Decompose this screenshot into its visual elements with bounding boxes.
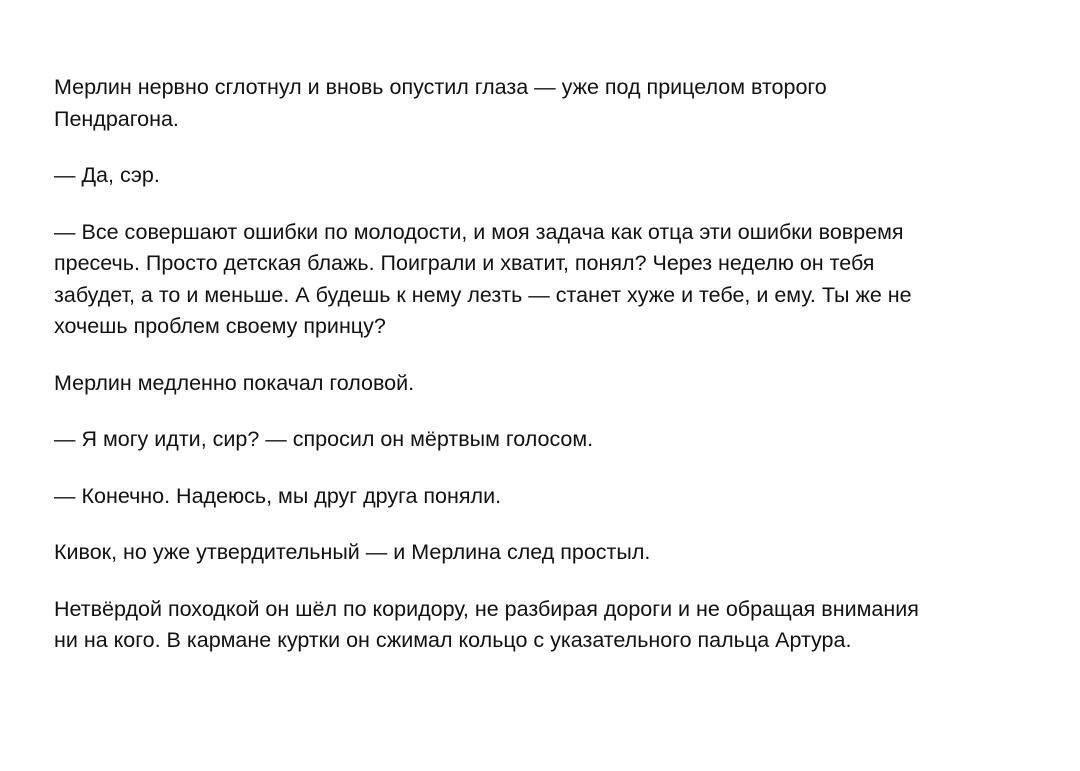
paragraph-7: Кивок, но уже утвердительный — и Мерлина след простыл. <box>54 540 651 564</box>
story-text <box>54 72 1054 682</box>
paragraph-3: — Все совершают ошибки по молодости, и моя задача как отца эти ошибки вовремя пресечь. Просто детская блажь. Поиграли и хватит, понял? Через неделю он тебя забудет, а то и меньше. А будешь к нему лезть — станет хуже и тебе, и ему. Ты же не хочешь проблем своему принцу? <box>54 219 912 338</box>
paragraph-6: — Конечно. Надеюсь, мы друг друга поняли. <box>54 483 502 508</box>
paragraph-4: Мерлин медленно покачал головой. <box>54 370 415 395</box>
paragraph-2: — Да, сэр. <box>54 163 160 187</box>
paragraph-8: Нетвёрдой походкой он шёл по коридору, не разбирая дороги и не обращая внимания ни на кого. В кармане куртки он сжимал кольцо с указательного пальца Артура. <box>54 596 919 652</box>
paragraph-5: — Я могу идти, сир? — спросил он мёртвым голосом. <box>54 427 594 451</box>
paragraph-1: Мерлин нервно сглотнул и вновь опустил глаза — уже под прицелом второго Пендрагона. <box>54 75 827 131</box>
